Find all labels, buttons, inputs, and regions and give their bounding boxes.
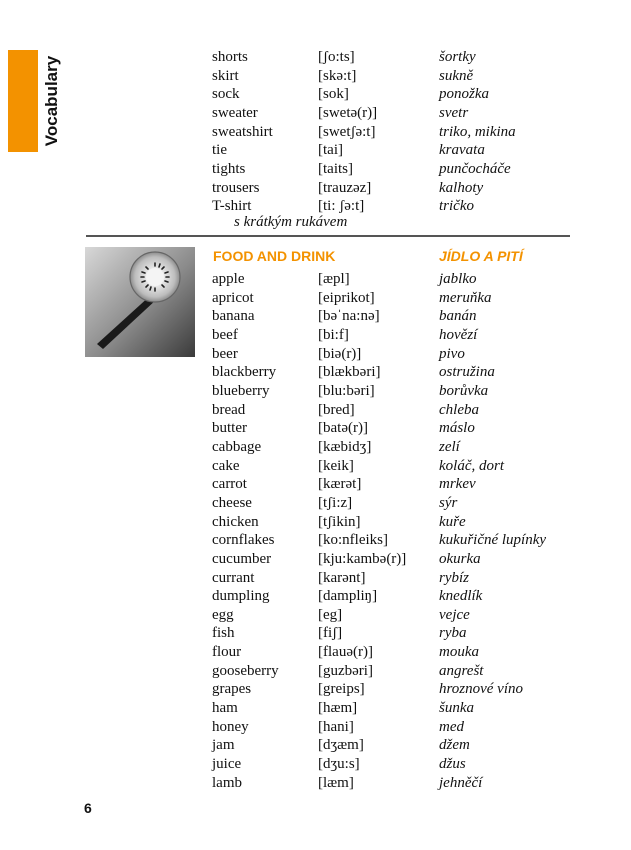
english-word: juice: [212, 756, 242, 773]
english-word: beef: [212, 326, 238, 343]
phonetic-transcription: [ti: ʃə:t]: [318, 198, 365, 215]
czech-translation: jehněčí: [439, 774, 483, 791]
english-word: sock: [212, 86, 240, 103]
phonetic-transcription: [blækbəri]: [318, 364, 381, 381]
czech-translation: máslo: [439, 420, 475, 437]
english-word: egg: [212, 606, 234, 623]
english-word: currant: [212, 569, 255, 586]
czech-translation: mouka: [439, 644, 479, 661]
phonetic-transcription: [tai]: [318, 142, 343, 159]
czech-translation: meruňka: [439, 289, 492, 306]
phonetic-transcription: [æpl]: [318, 271, 350, 287]
food-section-title-en: FOOD AND DRINK: [213, 248, 336, 264]
english-word: sweatshirt: [212, 123, 273, 140]
phonetic-transcription: [hæm]: [318, 700, 358, 717]
czech-translation: triko, mikina: [439, 123, 516, 140]
czech-translation: kravata: [439, 142, 485, 159]
page-number: 6: [84, 800, 92, 816]
czech-translation: ponožka: [439, 86, 489, 103]
english-word: honey: [212, 718, 249, 735]
phonetic-transcription: [swetʃə:t]: [318, 123, 376, 140]
food-section-title-cz: JÍDLO A PITÍ: [439, 248, 523, 264]
english-word: fish: [212, 625, 235, 642]
phonetic-transcription: [bi:f]: [318, 326, 349, 343]
czech-translation: knedlík: [439, 588, 483, 605]
english-word: cake: [212, 457, 240, 474]
phonetic-transcription: [greips]: [318, 681, 365, 698]
czech-translation: rybíz: [439, 569, 469, 586]
english-word: grapes: [212, 681, 252, 698]
czech-translation: hovězí: [439, 326, 478, 343]
phonetic-transcription: [kærət]: [318, 476, 362, 493]
phonetic-transcription: [tʃikin]: [318, 513, 361, 530]
czech-translation: kuře: [439, 513, 466, 530]
section-divider: [86, 235, 570, 237]
phonetic-transcription: [swetə(r)]: [318, 104, 378, 121]
czech-translation: med: [439, 718, 464, 735]
english-word: cucumber: [212, 550, 272, 567]
english-word: cornflakes: [212, 532, 275, 549]
tshirt-continuation: s krátkým rukávem: [234, 214, 348, 230]
phonetic-transcription: [kju:kambə(r)]: [318, 550, 407, 567]
phonetic-transcription: [kæbidʒ]: [318, 438, 372, 455]
czech-translation: šunka: [439, 700, 474, 717]
english-word: shorts: [212, 49, 248, 65]
phonetic-transcription: [dʒu:s]: [318, 756, 360, 773]
english-word: ham: [212, 700, 238, 717]
czech-translation: chleba: [439, 401, 479, 418]
english-word: skirt: [212, 67, 239, 84]
czech-translation: koláč, dort: [439, 457, 504, 474]
sidebar-label-text: Vocabulary: [42, 55, 62, 147]
english-word: cabbage: [212, 438, 262, 455]
phonetic-transcription: [eiprikot]: [318, 289, 375, 306]
english-word: carrot: [212, 476, 247, 493]
czech-translation: džus: [439, 756, 466, 773]
english-word: tights: [212, 160, 246, 177]
phonetic-transcription: [karənt]: [318, 569, 366, 586]
english-word: T-shirt: [212, 198, 252, 215]
phonetic-transcription: [blu:bəri]: [318, 382, 375, 399]
english-word: apricot: [212, 289, 254, 306]
english-word: trousers: [212, 179, 260, 196]
english-word: bread: [212, 401, 246, 418]
phonetic-transcription: [tʃi:z]: [318, 494, 353, 511]
czech-translation: kukuřičné lupínky: [439, 532, 547, 549]
czech-translation: banán: [439, 308, 477, 325]
phonetic-transcription: [taits]: [318, 160, 353, 177]
english-word: banana: [212, 308, 255, 325]
czech-translation: kalhoty: [439, 179, 484, 196]
english-word: sweater: [212, 104, 258, 121]
czech-translation: tričko: [439, 198, 474, 215]
phonetic-transcription: [fiʃ]: [318, 625, 343, 642]
phonetic-transcription: [ko:nfleiks]: [318, 532, 388, 549]
sidebar-color-tab: [8, 50, 38, 152]
phonetic-transcription: [sok]: [318, 86, 349, 103]
phonetic-transcription: [trauzəz]: [318, 179, 372, 196]
czech-translation: džem: [439, 737, 470, 754]
czech-translation: angrešt: [439, 662, 484, 679]
phonetic-transcription: [batə(r)]: [318, 420, 368, 437]
phonetic-transcription: [bred]: [318, 401, 355, 418]
phonetic-transcription: [eg]: [318, 606, 343, 623]
czech-translation: ryba: [439, 625, 467, 642]
phonetic-transcription: [skə:t]: [318, 67, 357, 84]
czech-translation: pivo: [439, 345, 465, 362]
czech-translation: mrkev: [439, 476, 476, 493]
czech-translation: ostružina: [439, 364, 495, 381]
czech-translation: sukně: [439, 67, 474, 84]
phonetic-transcription: [guzbəri]: [318, 662, 373, 679]
czech-translation: svetr: [439, 104, 469, 121]
czech-translation: šortky: [439, 49, 476, 65]
sidebar-label: [40, 50, 64, 152]
czech-translation: zelí: [439, 438, 460, 455]
english-word: dumpling: [212, 588, 270, 605]
english-word: butter: [212, 420, 247, 437]
phonetic-transcription: [ʃo:ts]: [318, 49, 355, 65]
english-word: apple: [212, 271, 245, 287]
phonetic-transcription: [biə(r)]: [318, 345, 362, 362]
english-word: blackberry: [212, 364, 277, 381]
english-word: flour: [212, 644, 242, 661]
czech-translation: borůvka: [439, 382, 489, 399]
english-word: lamb: [212, 774, 242, 791]
czech-translation: punčocháče: [439, 160, 511, 177]
english-word: blueberry: [212, 382, 270, 399]
phonetic-transcription: [læm]: [318, 774, 354, 791]
czech-translation: sýr: [439, 494, 458, 511]
english-word: gooseberry: [212, 662, 279, 679]
english-word: tie: [212, 142, 227, 159]
english-word: beer: [212, 345, 238, 362]
phonetic-transcription: [bəˈna:nə]: [318, 308, 380, 325]
czech-translation: hroznové víno: [439, 681, 524, 698]
czech-translation: jablko: [439, 271, 477, 287]
phonetic-transcription: [keik]: [318, 457, 354, 474]
phonetic-transcription: [hani]: [318, 718, 354, 735]
phonetic-transcription: [flauə(r)]: [318, 644, 373, 661]
english-word: jam: [212, 737, 235, 754]
kiwi-on-fork-image: [85, 247, 195, 357]
english-word: chicken: [212, 513, 259, 530]
phonetic-transcription: [dʒæm]: [318, 737, 364, 754]
czech-translation: okurka: [439, 550, 481, 567]
czech-translation: vejce: [439, 606, 470, 623]
english-word: cheese: [212, 494, 252, 511]
phonetic-transcription: [dampliŋ]: [318, 588, 378, 605]
